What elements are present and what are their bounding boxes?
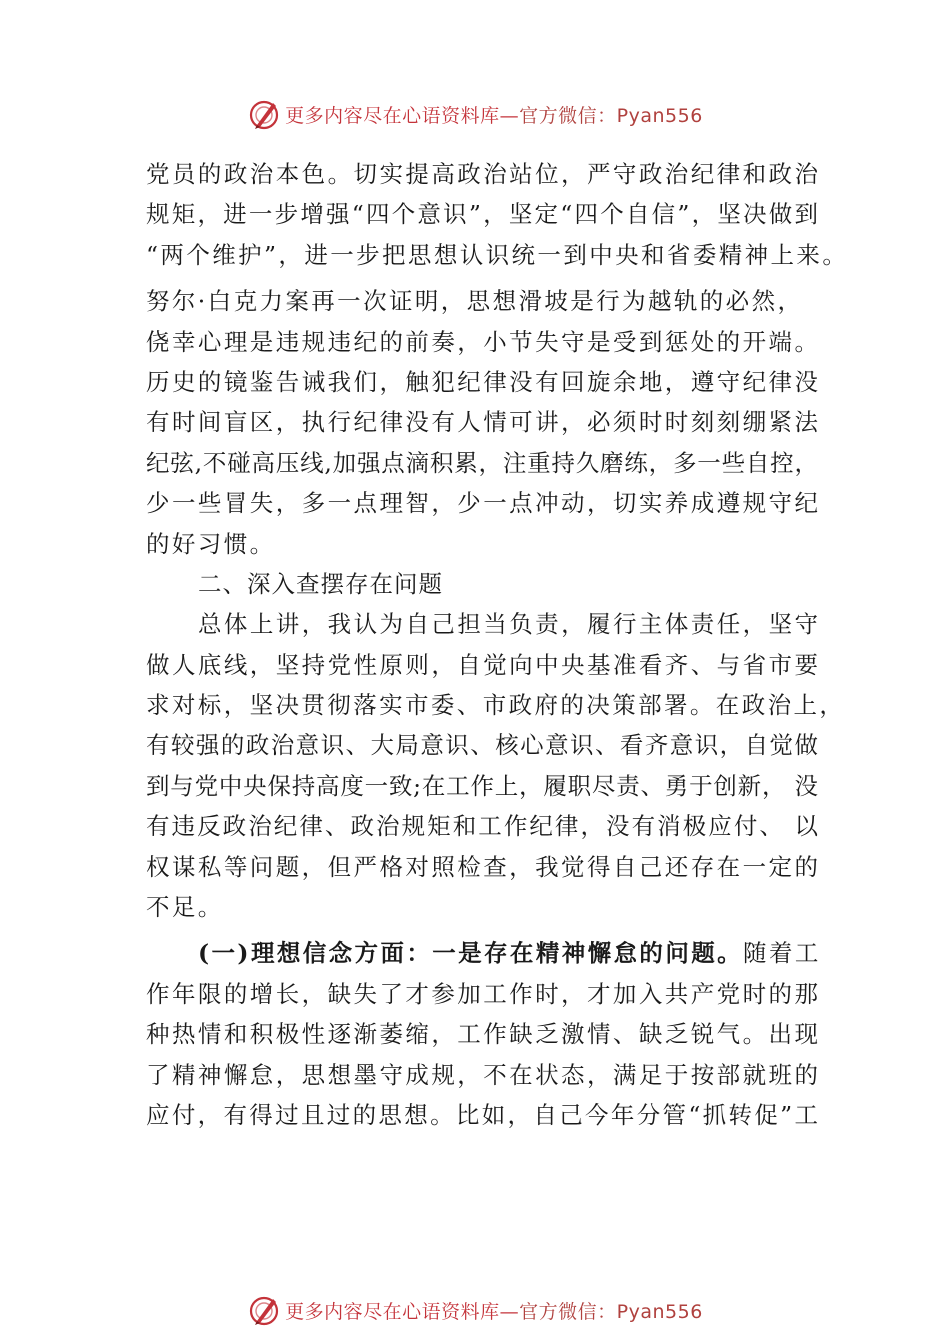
text-line (146, 933, 821, 973)
text-line: 的好习惯。 (146, 529, 276, 558)
text-line: 纪弦,不碰高压线,加强点滴积累，注重持久磨练，多一些自控， (146, 448, 818, 477)
text-line: 总体上讲，我认为自己担当负责，履行主体责任，坚守 (198, 610, 818, 639)
banner-wechat-text: 官方微信：Pyan556 (519, 1300, 703, 1323)
paragraph-2 (146, 281, 818, 564)
text-line: 到与党中央保持高度一致;在工作上，履职尽责、勇于创新， 没 (146, 771, 818, 800)
pen-logo-icon (247, 1293, 281, 1327)
text-line: 有较强的政治意识、大局意识、核心意识、看齐意识，自觉做 (146, 731, 818, 760)
text-line: 应付，有得过且过的思想。比如，自己今年分管“抓转促”工 (146, 1100, 818, 1129)
paragraph-4 (146, 933, 821, 1135)
subsection-heading: (一)理想信念方面：一是存在精神懈怠的问题。 (198, 939, 744, 968)
text-line: 做人底线，坚持党性原则，自觉向中央基准看齐、与省市要 (146, 650, 818, 679)
text-line: 党员的政治本色。切实提高政治站位，严守政治纪律和政治 (146, 160, 818, 188)
text-line: 历史的镜鉴告诫我们，触犯纪律没有回旋余地，遵守纪律没 (146, 367, 818, 396)
text-run: 随着工 (743, 939, 821, 968)
banner-wechat-text: 官方微信：Pyan556 (519, 104, 703, 127)
pen-logo-icon (247, 97, 281, 131)
text-line: 不足。 (146, 893, 224, 922)
text-line: 侥幸心理是违规违纪的前奏，小节失守是受到惩处的开端。 (146, 327, 818, 356)
banner-dash: — (499, 1300, 520, 1323)
banner-text (285, 101, 703, 128)
text-line: 了精神懈怠，思想墨守成规，不在状态，满足于按部就班的 (146, 1060, 818, 1089)
paragraph-3 (146, 604, 846, 927)
banner-main-text: 更多内容尽在心语资料库 (285, 104, 500, 127)
text-line: 种热情和积极性逐渐萎缩，工作缺乏激情、缺乏锐气。出现 (146, 1020, 818, 1049)
text-line: “两个维护”，进一步把思想认识统一到中央和省委精神上来。 (146, 240, 849, 269)
section-heading: 二、深入查摆存在问题 (198, 569, 443, 598)
text-line: 有违反政治纪律、政治规矩和工作纪律，没有消极应付、 以 (146, 812, 818, 841)
text-line: 规矩，进一步增强“四个意识”，坚定“四个自信”，坚决做到 (146, 200, 818, 229)
header-banner (0, 94, 950, 134)
text-line: 有时间盲区，执行纪律没有人情可讲，必须时时刻刻绷紧法 (146, 408, 818, 437)
text-line: 努尔·白克力案再一次证明，思想滑坡是行为越轨的必然， (146, 287, 804, 316)
footer-banner (0, 1290, 950, 1330)
banner-text (285, 1297, 703, 1324)
paragraph-1 (146, 154, 849, 275)
text-line: 少一些冒失，多一点理智，少一点冲动，切实养成遵规守纪 (146, 489, 818, 518)
banner-dash: — (499, 104, 520, 127)
text-line: 权谋私等问题，但严格对照检查，我觉得自己还存在一定的 (146, 852, 818, 881)
text-line: 求对标，坚决贯彻落实市委、市政府的决策部署。在政治上， (146, 691, 846, 720)
document-body (146, 154, 849, 1135)
text-line: 作年限的增长，缺失了才参加工作时，才加入共产党时的那 (146, 979, 818, 1008)
banner-main-text: 更多内容尽在心语资料库 (285, 1300, 500, 1323)
